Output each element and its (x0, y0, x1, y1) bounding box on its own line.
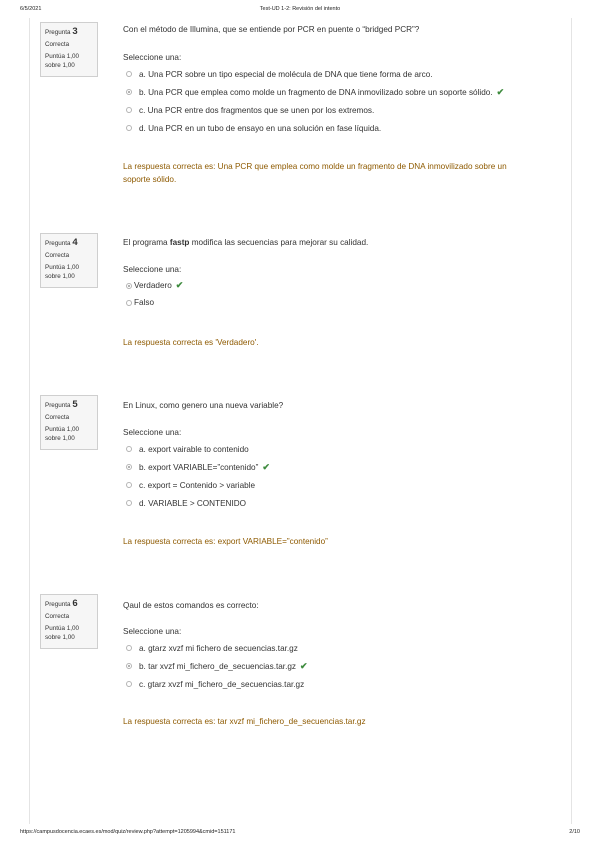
check-icon: ✔ (496, 86, 505, 97)
radio-button[interactable] (126, 71, 132, 77)
answer-label: Verdadero (134, 281, 172, 290)
print-title: Test-UD 1-2: Revisión del intento (259, 6, 341, 12)
answer-label: b. tar xvzf mi_fichero_de_secuencias.tar.gz (139, 661, 297, 671)
answer-option-true[interactable] (123, 277, 183, 294)
answer-option-false[interactable] (123, 294, 183, 311)
answer-label: a. Una PCR sobre un tipo especial de molécula de DNA que tiene forma de arco. (139, 69, 433, 79)
question-grade-2: sobre 1,00 (45, 633, 75, 641)
radio-button[interactable] (126, 645, 132, 651)
answer-label: c. export = Contenido > variable (139, 480, 256, 490)
print-header (0, 6, 600, 18)
question-info (40, 22, 98, 77)
question-info (40, 594, 98, 649)
answer-option-c[interactable] (123, 675, 308, 693)
radio-button[interactable] (126, 681, 132, 687)
feedback-line-1: La respuesta correcta es 'Verdadero'. (123, 338, 259, 347)
question-grade-1: Puntúa 1,00 (45, 426, 79, 434)
radio-button[interactable] (126, 446, 132, 452)
print-date: 6/5/2021 (20, 6, 42, 12)
question-grade-1: Puntúa 1,00 (45, 625, 79, 633)
page-number: 2/10 (569, 829, 580, 835)
right-answer-feedback (123, 715, 543, 728)
question-text: En Linux, como genero una nueva variable? (123, 401, 284, 410)
question-info (40, 395, 98, 450)
answer-list (123, 65, 504, 137)
answer-prompt: Seleccione una: (123, 265, 182, 274)
answer-label: b. export VARIABLE=”contenido” (139, 462, 259, 472)
page-frame-left (29, 18, 30, 824)
right-answer-feedback (123, 535, 543, 548)
answer-list (123, 277, 183, 311)
question-number: 6 (72, 598, 78, 609)
answer-option-b[interactable] (123, 83, 504, 101)
question-grade-2: sobre 1,00 (45, 434, 75, 442)
print-url: https://campusdocencia.ecaes.es/mod/quiz/review.php?attempt=1205994&cmid=151171 (20, 829, 236, 835)
answer-option-d[interactable] (123, 119, 504, 137)
question-label: Pregunta (45, 240, 71, 247)
radio-button-selected[interactable] (126, 283, 132, 289)
question-state: Correcta (45, 413, 70, 421)
check-icon: ✔ (300, 660, 308, 671)
answer-prompt: Seleccione una: (123, 428, 182, 437)
question-text-end: modifica las secuencias para mejorar su calidad. (189, 238, 369, 247)
question-grade-1: Puntúa 1,00 (45, 53, 79, 61)
answer-option-a[interactable] (123, 639, 308, 657)
answer-option-b[interactable] (123, 657, 308, 675)
feedback-line-1: La respuesta correcta es: export VARIABLE=”contenido” (123, 537, 328, 546)
answer-label: d. Una PCR en un tubo de ensayo en una solución en fase líquida. (139, 123, 382, 133)
question-label: Pregunta (45, 402, 71, 409)
answer-label: d. VARIABLE > CONTENIDO (139, 498, 246, 508)
answer-prompt: Seleccione una: (123, 627, 182, 636)
answer-option-a[interactable] (123, 440, 270, 458)
question-state: Correcta (45, 251, 70, 259)
radio-button-selected[interactable] (126, 89, 132, 95)
print-footer (0, 829, 600, 841)
feedback-line-1: La respuesta correcta es: tar xvzf mi_fichero_de_secuencias.tar.gz (123, 717, 366, 726)
answer-label: c. Una PCR entre dos fragmentos que se unen por los extremos. (139, 105, 375, 115)
answer-option-c[interactable] (123, 101, 504, 119)
question-state: Correcta (45, 40, 70, 48)
question-number: 5 (72, 399, 78, 410)
answer-label: c. gtarz xvzf mi_fichero_de_secuencias.tar.gz (139, 679, 305, 689)
radio-button[interactable] (126, 107, 132, 113)
answer-option-b[interactable] (123, 458, 270, 476)
check-icon: ✔ (175, 280, 184, 290)
answer-label: a. export vairable to contenido (139, 444, 249, 454)
feedback-line-2: soporte sólido. (123, 175, 177, 184)
question-number: 3 (72, 26, 78, 37)
question-label: Pregunta (45, 29, 71, 36)
question-text: Con el método de Illumina, que se entiende por PCR en puente o “bridged PCR”? (123, 25, 420, 34)
question-text-bold: fastp (169, 238, 190, 247)
question-info (40, 233, 98, 288)
question-text: Qaul de estos comandos es correcto: (123, 601, 259, 610)
answer-option-c[interactable] (123, 476, 270, 494)
radio-button[interactable] (126, 482, 132, 488)
question-text-start: El programa (123, 238, 170, 247)
answer-prompt: Seleccione una: (123, 53, 182, 62)
answer-option-a[interactable] (123, 65, 504, 83)
feedback-line-1: La respuesta correcta es: Una PCR que emplea como molde un fragmento de DNA inmovilizado sobre un (123, 162, 507, 171)
check-icon: ✔ (262, 461, 270, 472)
question-text (123, 238, 368, 247)
answer-option-d[interactable] (123, 494, 270, 512)
radio-button-selected[interactable] (126, 464, 132, 470)
question-grade-1: Puntúa 1,00 (45, 264, 79, 272)
question-grade-2: sobre 1,00 (45, 272, 75, 280)
radio-button[interactable] (126, 500, 132, 506)
question-grade-2: sobre 1,00 (45, 61, 75, 69)
question-number: 4 (72, 237, 78, 248)
radio-button[interactable] (126, 300, 132, 306)
right-answer-feedback (123, 336, 543, 349)
answer-list (123, 639, 308, 693)
page-frame-right (571, 18, 572, 824)
right-answer-feedback (123, 160, 543, 186)
radio-button-selected[interactable] (126, 663, 132, 669)
answer-list (123, 440, 270, 512)
answer-label: b. Una PCR que emplea como molde un fragmento de DNA inmovilizado sobre un soporte sólido. (139, 87, 493, 97)
question-label: Pregunta (45, 601, 71, 608)
answer-label: Falso (134, 298, 155, 307)
radio-button[interactable] (126, 125, 132, 131)
answer-label: a. gtarz xvzf mi fichero de secuencias.tar.gz (139, 643, 298, 653)
question-state: Correcta (45, 612, 70, 620)
